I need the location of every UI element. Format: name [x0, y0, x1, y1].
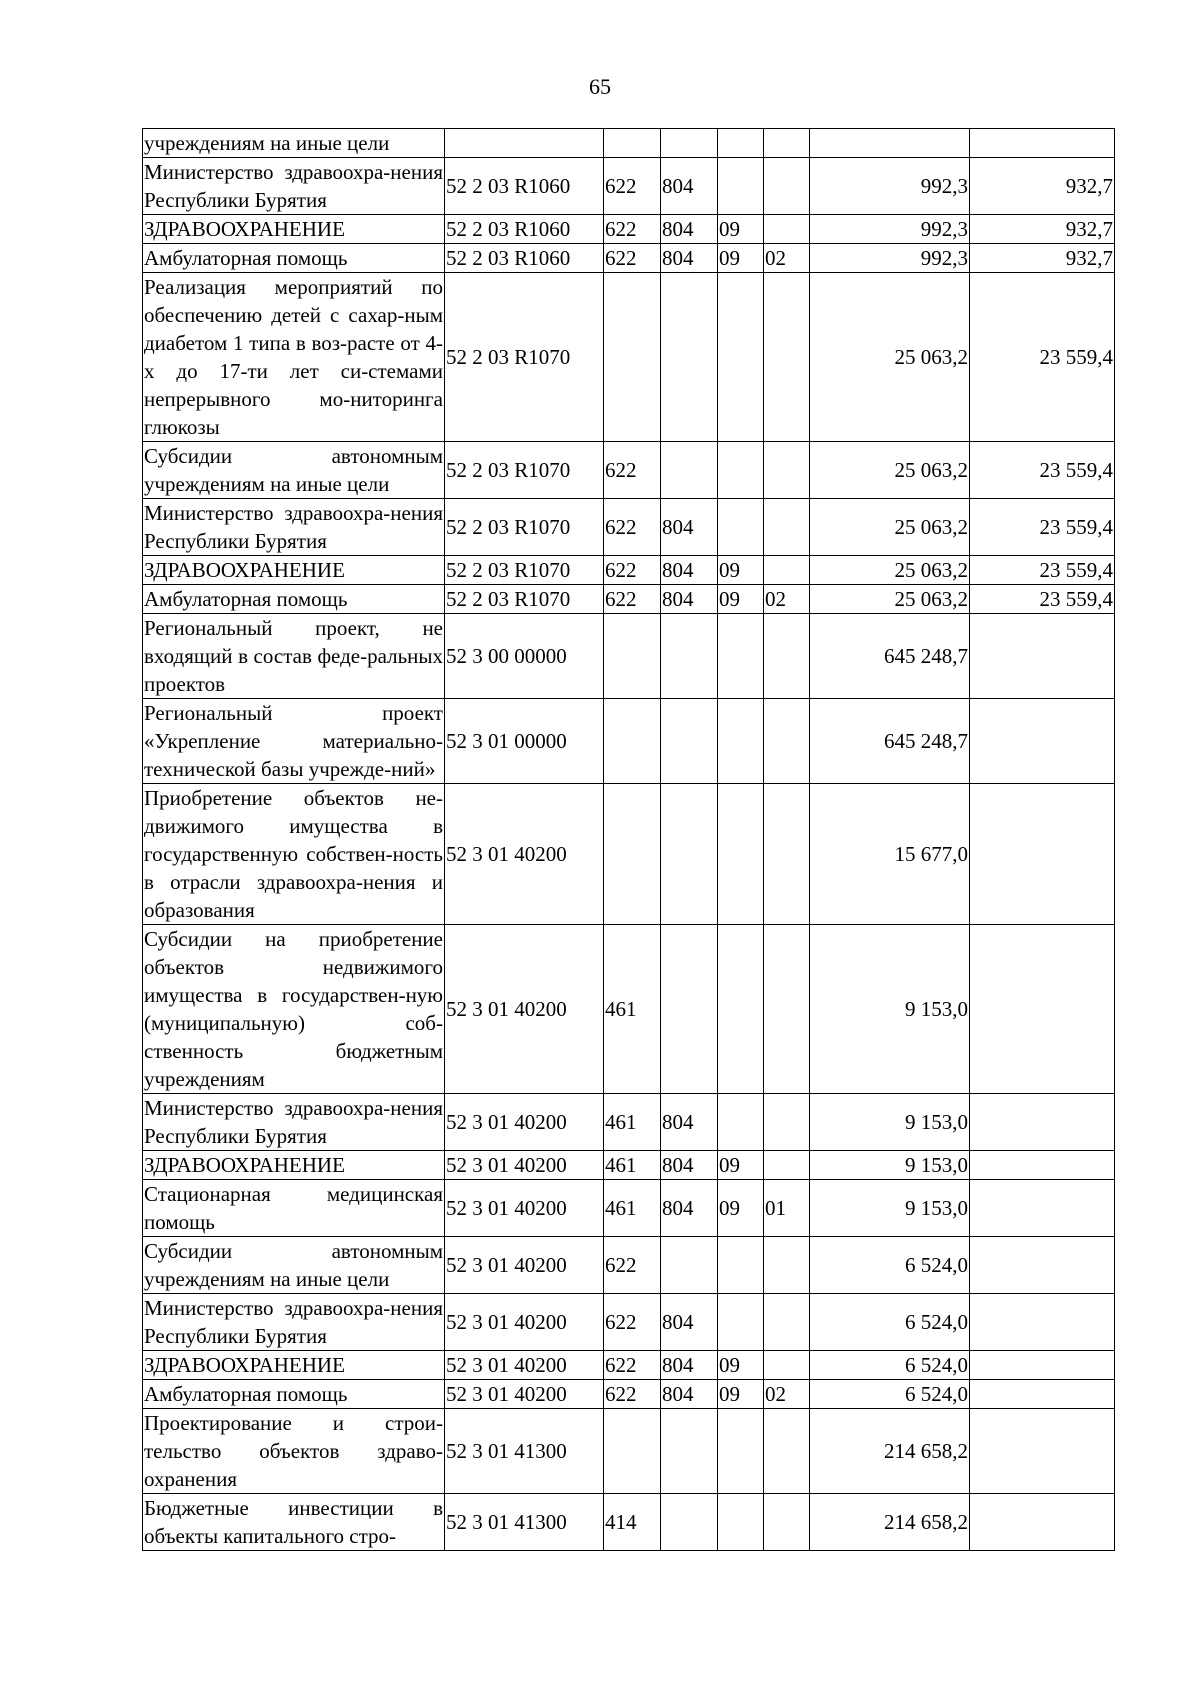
grbs-cell: 804	[661, 1151, 718, 1180]
sum-2025-cell	[970, 699, 1115, 784]
name-cell: учреждениям на иные цели	[143, 129, 445, 158]
name-cell: Реализация мероприятий по обеспечению детей с сахар-ным диабетом 1 типа в воз-расте от 4-х до 17-ти лет си-стемами непрерывного мо-ниторинга глюкозы	[143, 273, 445, 442]
vr-cell: 622	[604, 585, 661, 614]
sum-2025-cell	[970, 1351, 1115, 1380]
vr-cell	[604, 784, 661, 925]
sum-2024-cell: 25 063,2	[810, 556, 970, 585]
pr-cell	[764, 1351, 810, 1380]
rz-cell	[718, 925, 764, 1094]
rz-cell	[718, 273, 764, 442]
grbs-cell: 804	[661, 158, 718, 215]
code-cell: 52 2 03 R1060	[445, 215, 604, 244]
pr-cell	[764, 556, 810, 585]
rz-cell	[718, 1237, 764, 1294]
name-cell: Министерство здравоохра-нения Республики Бурятия	[143, 499, 445, 556]
name-cell: Министерство здравоохра-нения Республики Бурятия	[143, 1094, 445, 1151]
sum-2024-cell: 15 677,0	[810, 784, 970, 925]
pr-cell	[764, 1094, 810, 1151]
vr-cell: 461	[604, 1094, 661, 1151]
grbs-cell	[661, 273, 718, 442]
name-cell: Субсидии автономным учреждениям на иные цели	[143, 442, 445, 499]
pr-cell	[764, 442, 810, 499]
vr-cell: 414	[604, 1494, 661, 1551]
sum-2024-cell: 25 063,2	[810, 442, 970, 499]
code-cell: 52 2 03 R1070	[445, 556, 604, 585]
code-cell: 52 3 01 40200	[445, 1151, 604, 1180]
name-cell: Субсидии на приобретение объектов недвижимого имущества в государствен-ную (муниципальную) соб-ственность бюджетным учреждениям	[143, 925, 445, 1094]
name-cell: Субсидии автономным учреждениям на иные цели	[143, 1237, 445, 1294]
table-row	[143, 1494, 1115, 1551]
sum-2025-cell	[970, 1380, 1115, 1409]
table-body	[143, 129, 1115, 1551]
vr-cell	[604, 699, 661, 784]
sum-2025-cell: 23 559,4	[970, 585, 1115, 614]
name-cell: Министерство здравоохра-нения Республики Бурятия	[143, 158, 445, 215]
rz-cell	[718, 1094, 764, 1151]
pr-cell	[764, 273, 810, 442]
table-row	[143, 1237, 1115, 1294]
grbs-cell: 804	[661, 244, 718, 273]
pr-cell	[764, 614, 810, 699]
table-row	[143, 925, 1115, 1094]
code-cell: 52 2 03 R1070	[445, 273, 604, 442]
code-cell: 52 2 03 R1070	[445, 499, 604, 556]
budget-table	[142, 128, 1115, 1551]
name-cell: ЗДРАВООХРАНЕНИЕ	[143, 1351, 445, 1380]
pr-cell	[764, 499, 810, 556]
rz-cell	[718, 442, 764, 499]
rz-cell: 09	[718, 585, 764, 614]
code-cell: 52 3 01 40200	[445, 1294, 604, 1351]
pr-cell	[764, 1409, 810, 1494]
vr-cell: 461	[604, 1151, 661, 1180]
vr-cell	[604, 1409, 661, 1494]
sum-2024-cell: 645 248,7	[810, 614, 970, 699]
grbs-cell	[661, 699, 718, 784]
grbs-cell	[661, 1494, 718, 1551]
code-cell	[445, 129, 604, 158]
name-cell: Стационарная медицинская помощь	[143, 1180, 445, 1237]
sum-2024-cell: 214 658,2	[810, 1494, 970, 1551]
sum-2024-cell: 9 153,0	[810, 1180, 970, 1237]
pr-cell	[764, 699, 810, 784]
table-row	[143, 1409, 1115, 1494]
sum-2025-cell	[970, 129, 1115, 158]
sum-2025-cell	[970, 1494, 1115, 1551]
sum-2024-cell: 6 524,0	[810, 1237, 970, 1294]
rz-cell	[718, 784, 764, 925]
rz-cell	[718, 1409, 764, 1494]
page-number: 65	[589, 74, 611, 99]
sum-2024-cell: 214 658,2	[810, 1409, 970, 1494]
rz-cell: 09	[718, 1180, 764, 1237]
vr-cell: 622	[604, 499, 661, 556]
sum-2025-cell	[970, 614, 1115, 699]
rz-cell	[718, 614, 764, 699]
code-cell: 52 3 01 41300	[445, 1494, 604, 1551]
grbs-cell: 804	[661, 215, 718, 244]
pr-cell	[764, 784, 810, 925]
name-cell: Проектирование и строи-тельство объектов здраво-охранения	[143, 1409, 445, 1494]
name-cell: Амбулаторная помощь	[143, 244, 445, 273]
code-cell: 52 3 01 40200	[445, 1351, 604, 1380]
grbs-cell	[661, 925, 718, 1094]
code-cell: 52 3 01 40200	[445, 1180, 604, 1237]
vr-cell	[604, 273, 661, 442]
name-cell: ЗДРАВООХРАНЕНИЕ	[143, 1151, 445, 1180]
sum-2025-cell	[970, 1237, 1115, 1294]
name-cell: Региональный проект, не входящий в состав феде-ральных проектов	[143, 614, 445, 699]
grbs-cell: 804	[661, 1294, 718, 1351]
code-cell: 52 2 03 R1070	[445, 585, 604, 614]
grbs-cell	[661, 129, 718, 158]
rz-cell	[718, 158, 764, 215]
code-cell: 52 3 01 40200	[445, 784, 604, 925]
grbs-cell: 804	[661, 1094, 718, 1151]
code-cell: 52 2 03 R1060	[445, 244, 604, 273]
code-cell: 52 3 01 40200	[445, 1237, 604, 1294]
table-row	[143, 556, 1115, 585]
table-row	[143, 1094, 1115, 1151]
table-row	[143, 244, 1115, 273]
sum-2025-cell: 932,7	[970, 158, 1115, 215]
rz-cell	[718, 1294, 764, 1351]
code-cell: 52 3 01 00000	[445, 699, 604, 784]
name-cell: ЗДРАВООХРАНЕНИЕ	[143, 556, 445, 585]
vr-cell: 622	[604, 556, 661, 585]
pr-cell	[764, 1494, 810, 1551]
pr-cell	[764, 215, 810, 244]
grbs-cell: 804	[661, 1380, 718, 1409]
sum-2024-cell: 645 248,7	[810, 699, 970, 784]
name-cell: Бюджетные инвестиции в объекты капитального стро-	[143, 1494, 445, 1551]
vr-cell: 622	[604, 1351, 661, 1380]
table-row	[143, 614, 1115, 699]
table-row	[143, 1380, 1115, 1409]
sum-2025-cell	[970, 1180, 1115, 1237]
pr-cell: 02	[764, 244, 810, 273]
sum-2025-cell	[970, 784, 1115, 925]
vr-cell	[604, 129, 661, 158]
vr-cell: 622	[604, 158, 661, 215]
sum-2024-cell: 6 524,0	[810, 1351, 970, 1380]
rz-cell: 09	[718, 1380, 764, 1409]
table-row	[143, 129, 1115, 158]
name-cell: Региональный проект «Укрепление материально-технической базы учрежде-ний»	[143, 699, 445, 784]
rz-cell: 09	[718, 556, 764, 585]
table-row	[143, 215, 1115, 244]
grbs-cell: 804	[661, 499, 718, 556]
table-row	[143, 442, 1115, 499]
sum-2024-cell: 992,3	[810, 158, 970, 215]
vr-cell: 461	[604, 1180, 661, 1237]
sum-2025-cell: 23 559,4	[970, 556, 1115, 585]
sum-2024-cell: 25 063,2	[810, 585, 970, 614]
sum-2025-cell: 23 559,4	[970, 499, 1115, 556]
name-cell: Амбулаторная помощь	[143, 585, 445, 614]
sum-2025-cell	[970, 1294, 1115, 1351]
sum-2025-cell	[970, 1094, 1115, 1151]
pr-cell: 02	[764, 585, 810, 614]
vr-cell: 461	[604, 925, 661, 1094]
table-row	[143, 273, 1115, 442]
table-row	[143, 699, 1115, 784]
rz-cell	[718, 699, 764, 784]
vr-cell: 622	[604, 1294, 661, 1351]
sum-2024-cell: 25 063,2	[810, 499, 970, 556]
sum-2025-cell	[970, 1409, 1115, 1494]
pr-cell	[764, 925, 810, 1094]
table-row	[143, 499, 1115, 556]
rz-cell	[718, 499, 764, 556]
grbs-cell: 804	[661, 1351, 718, 1380]
rz-cell	[718, 129, 764, 158]
pr-cell: 02	[764, 1380, 810, 1409]
sum-2024-cell: 992,3	[810, 244, 970, 273]
rz-cell: 09	[718, 215, 764, 244]
grbs-cell: 804	[661, 585, 718, 614]
grbs-cell	[661, 614, 718, 699]
sum-2025-cell: 932,7	[970, 215, 1115, 244]
table-row	[143, 1294, 1115, 1351]
vr-cell: 622	[604, 244, 661, 273]
sum-2024-cell: 6 524,0	[810, 1380, 970, 1409]
code-cell: 52 3 01 40200	[445, 1380, 604, 1409]
vr-cell: 622	[604, 442, 661, 499]
rz-cell: 09	[718, 1351, 764, 1380]
sum-2024-cell: 992,3	[810, 215, 970, 244]
grbs-cell: 804	[661, 1180, 718, 1237]
code-cell: 52 2 03 R1060	[445, 158, 604, 215]
name-cell: ЗДРАВООХРАНЕНИЕ	[143, 215, 445, 244]
sum-2025-cell	[970, 1151, 1115, 1180]
name-cell: Амбулаторная помощь	[143, 1380, 445, 1409]
grbs-cell	[661, 442, 718, 499]
code-cell: 52 3 00 00000	[445, 614, 604, 699]
code-cell: 52 3 01 41300	[445, 1409, 604, 1494]
code-cell: 52 2 03 R1070	[445, 442, 604, 499]
vr-cell: 622	[604, 1237, 661, 1294]
sum-2024-cell	[810, 129, 970, 158]
pr-cell	[764, 158, 810, 215]
table-row	[143, 158, 1115, 215]
sum-2024-cell: 9 153,0	[810, 1151, 970, 1180]
pr-cell	[764, 1294, 810, 1351]
grbs-cell: 804	[661, 556, 718, 585]
table-row	[143, 1351, 1115, 1380]
pr-cell	[764, 1237, 810, 1294]
code-cell: 52 3 01 40200	[445, 1094, 604, 1151]
sum-2025-cell: 932,7	[970, 244, 1115, 273]
rz-cell: 09	[718, 1151, 764, 1180]
sum-2024-cell: 6 524,0	[810, 1294, 970, 1351]
vr-cell: 622	[604, 1380, 661, 1409]
code-cell: 52 3 01 40200	[445, 925, 604, 1094]
pr-cell	[764, 129, 810, 158]
rz-cell: 09	[718, 244, 764, 273]
pr-cell: 01	[764, 1180, 810, 1237]
sum-2024-cell: 25 063,2	[810, 273, 970, 442]
sum-2025-cell: 23 559,4	[970, 273, 1115, 442]
grbs-cell	[661, 784, 718, 925]
name-cell: Министерство здравоохра-нения Республики Бурятия	[143, 1294, 445, 1351]
name-cell: Приобретение объектов не-движимого имущества в государственную собствен-ность в отрасли здравоохра-нения и образования	[143, 784, 445, 925]
table-row	[143, 1180, 1115, 1237]
sum-2025-cell	[970, 925, 1115, 1094]
grbs-cell	[661, 1237, 718, 1294]
sum-2024-cell: 9 153,0	[810, 925, 970, 1094]
table-row	[143, 585, 1115, 614]
vr-cell: 622	[604, 215, 661, 244]
pr-cell	[764, 1151, 810, 1180]
table-row	[143, 784, 1115, 925]
rz-cell	[718, 1494, 764, 1551]
sum-2024-cell: 9 153,0	[810, 1094, 970, 1151]
vr-cell	[604, 614, 661, 699]
grbs-cell	[661, 1409, 718, 1494]
table-row	[143, 1151, 1115, 1180]
sum-2025-cell: 23 559,4	[970, 442, 1115, 499]
